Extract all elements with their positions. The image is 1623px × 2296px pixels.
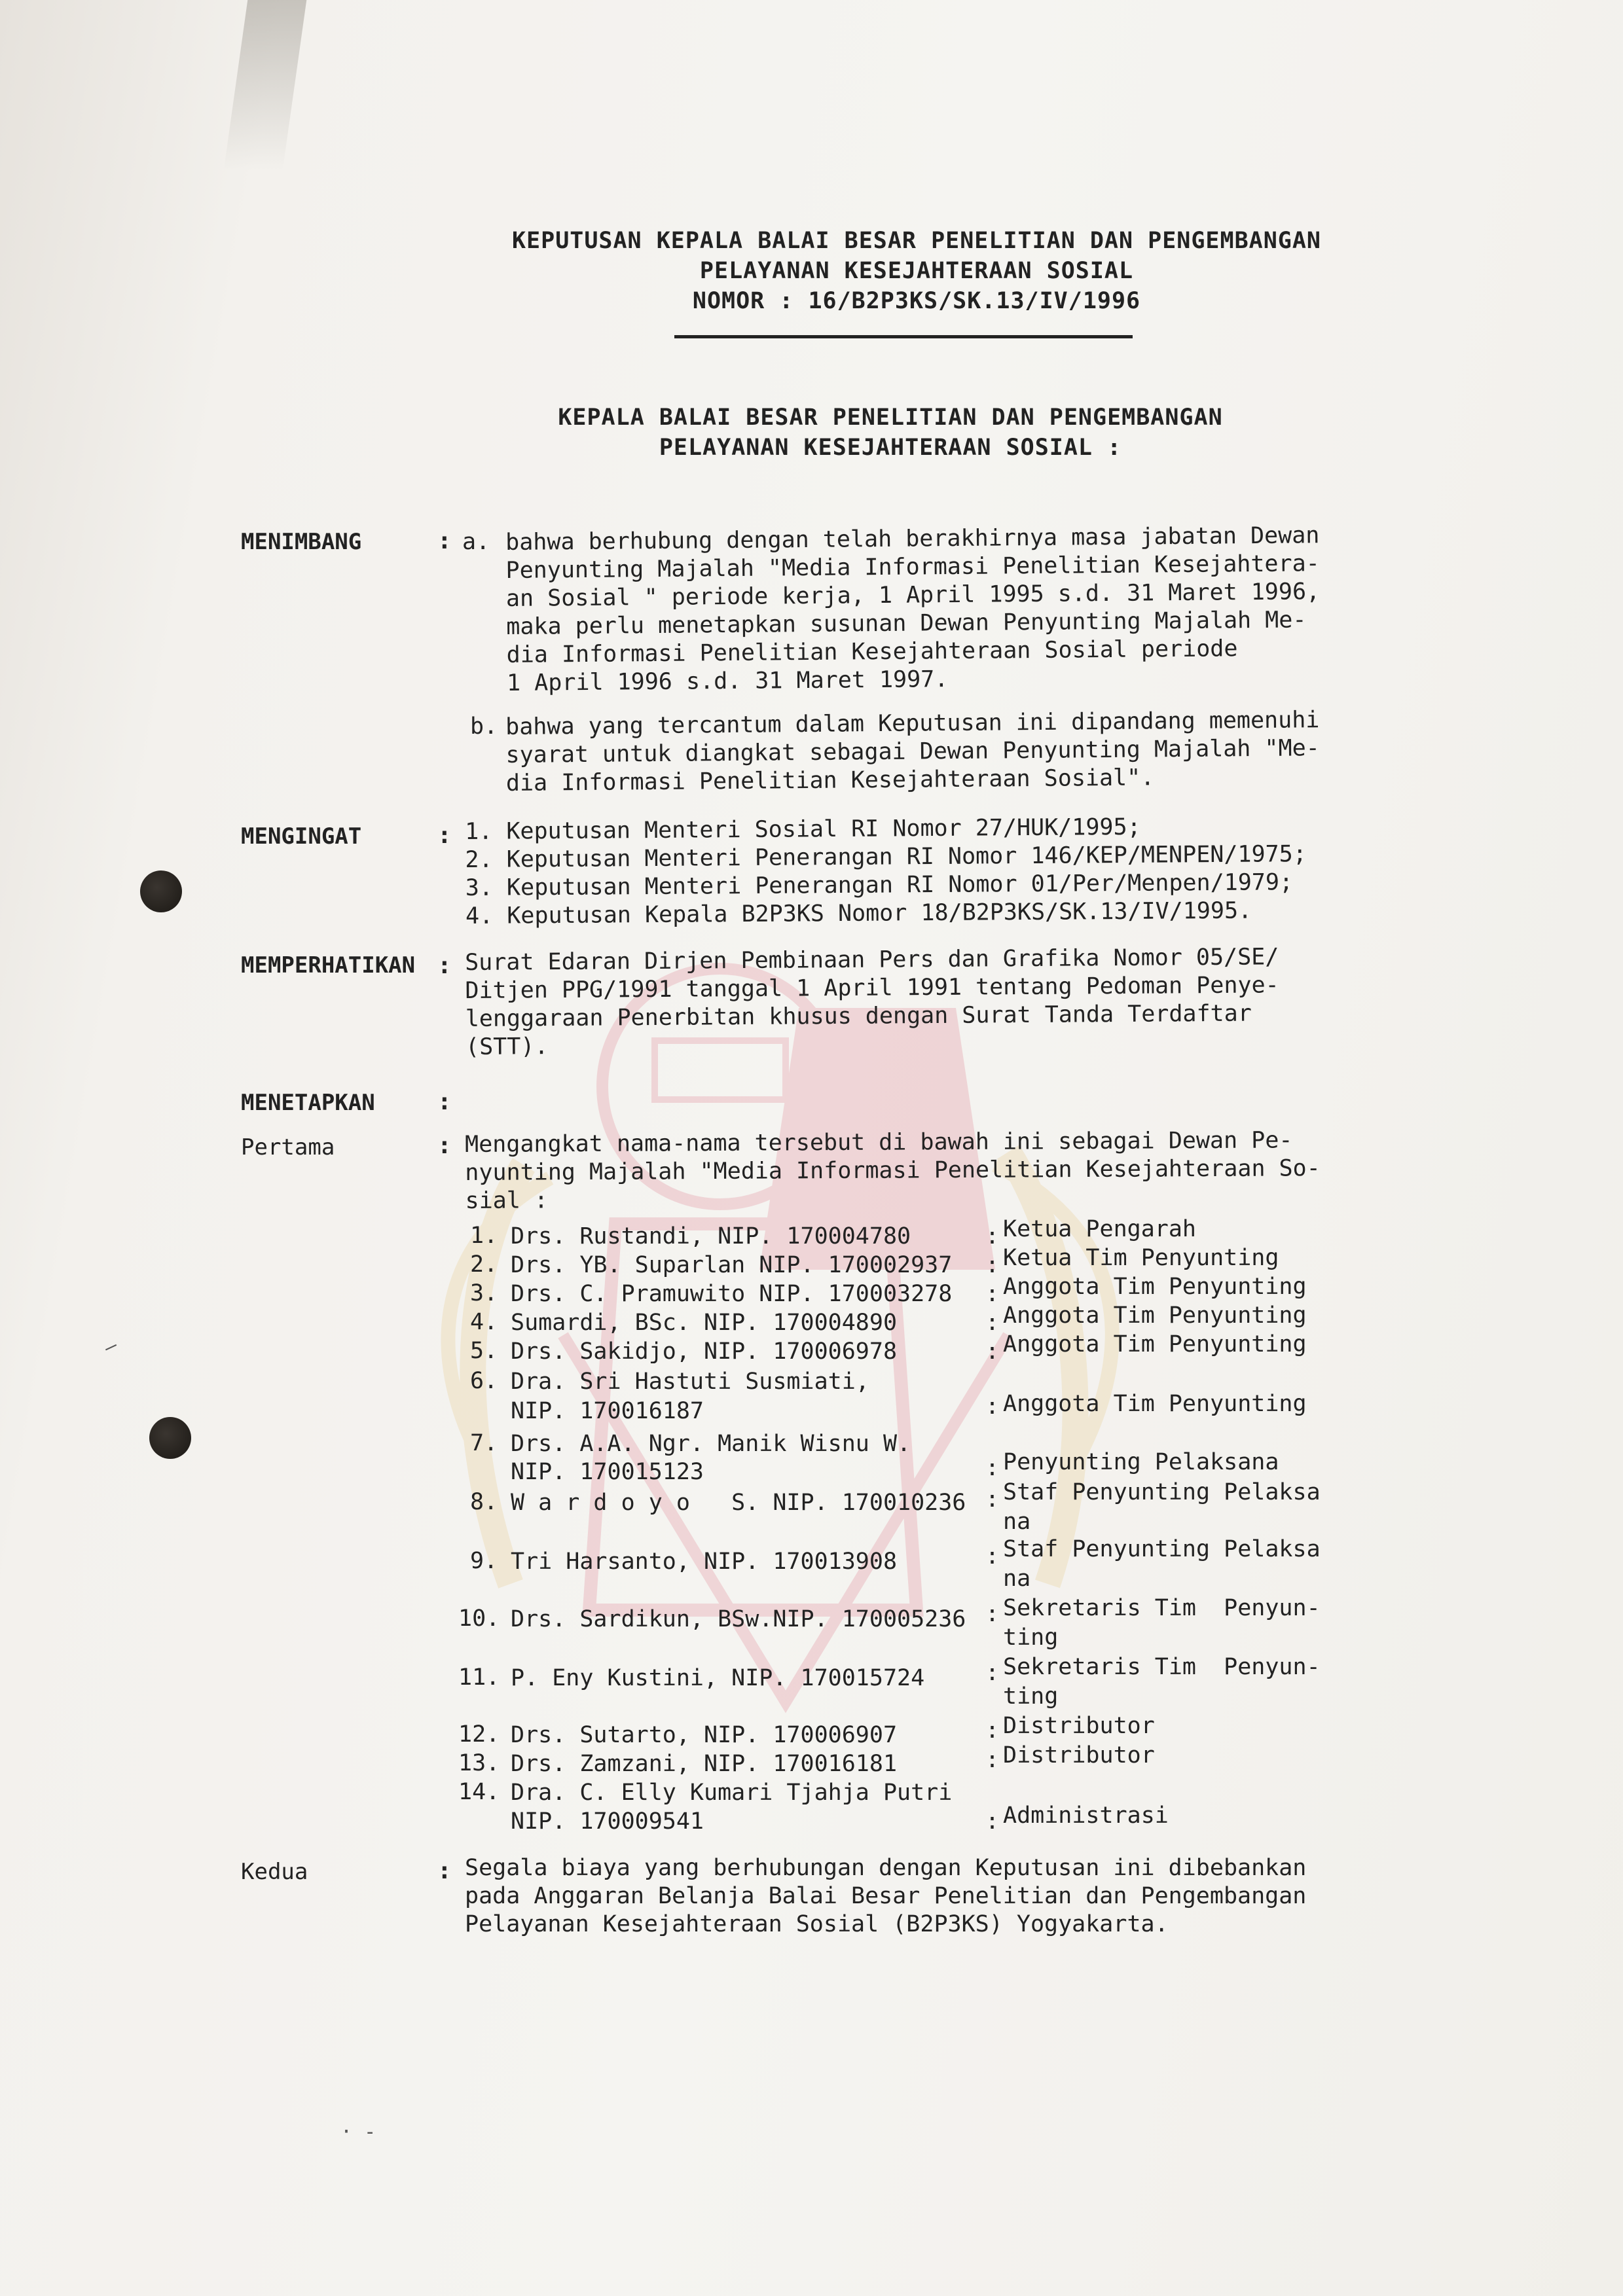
- member-name: Dra. Sri Hastuti Susmiati,: [511, 1369, 869, 1395]
- section-label-mengingat: MENGINGAT: [241, 823, 362, 850]
- member-number: 1.: [470, 1223, 498, 1249]
- member-name: W a r d o y o S. NIP. 170010236: [511, 1490, 966, 1516]
- decree-title: [484, 226, 1349, 316]
- section-label-memperhatikan: MEMPERHATIKAN: [241, 952, 416, 978]
- member-name: Drs. C. Pramuwito NIP. 170003278: [511, 1281, 953, 1307]
- text-line: pada Anggaran Belanja Balai Besar Penelitian dan Pengembangan: [465, 1883, 1307, 1909]
- member-name: NIP. 170016187: [511, 1398, 704, 1424]
- member-number: 3.: [470, 1280, 498, 1306]
- paper-fold-shadow: [224, 0, 307, 170]
- text-line: bahwa berhubung dengan telah berakhirnya masa jabatan Dewan: [505, 522, 1320, 556]
- mengingat-list: [465, 812, 1369, 931]
- member-colon: :: [985, 1660, 1000, 1686]
- member-number: 14.: [458, 1779, 500, 1805]
- member-colon: :: [985, 1310, 1000, 1336]
- member-number: 11.: [458, 1664, 500, 1691]
- text-line: nyunting Majalah "Media Informasi Penelitian Kesejahteraan So-: [465, 1155, 1321, 1186]
- text-line: Penyunting Majalah "Media Informasi Penelitian Kesejahtera-: [505, 550, 1320, 584]
- text-line: (STT).: [465, 1033, 549, 1060]
- text-line: 1 April 1996 s.d. 31 Maret 1997.: [506, 666, 949, 696]
- list-number: 2.: [465, 846, 493, 873]
- member-name: Drs. Zamzani, NIP. 170016181: [511, 1751, 898, 1777]
- member-name: Sumardi, BSc. NIP. 170004890: [511, 1310, 898, 1336]
- text-line: maka perlu menetapkan susunan Dewan Penyunting Majalah Me-: [506, 607, 1307, 640]
- list-number: 1.: [465, 818, 493, 845]
- item-marker: b.: [470, 713, 498, 740]
- label-colon: :: [437, 1857, 452, 1884]
- member-number: 12.: [458, 1721, 500, 1748]
- member-colon: :: [985, 1543, 1000, 1570]
- issuer-heading-line-1: KEPALA BALAI BESAR PENELITIAN DAN PENGEMBANGAN: [558, 404, 1223, 431]
- decree-title-line-1: KEPUTUSAN KEPALA BALAI BESAR PENELITIAN DAN PENGEMBANGAN: [511, 228, 1322, 254]
- member-role-continued: na: [1003, 1566, 1031, 1592]
- member-name: NIP. 170009541: [511, 1808, 704, 1835]
- decree-title-line-2: PELAYANAN KESEJAHTERAAN SOSIAL: [699, 258, 1134, 284]
- member-number: 4.: [470, 1309, 498, 1335]
- text-line: sial :: [465, 1187, 549, 1214]
- member-role: Anggota Tim Penyunting: [1003, 1331, 1307, 1357]
- punch-hole: [149, 1417, 191, 1459]
- pertama-intro: [465, 1126, 1382, 1215]
- member-colon: :: [985, 1717, 1000, 1744]
- kedua-text: [465, 1854, 1381, 1939]
- member-colon: :: [985, 1281, 1000, 1307]
- member-colon: :: [985, 1252, 1000, 1278]
- label-colon: :: [437, 528, 452, 554]
- member-colon: :: [985, 1338, 1000, 1365]
- text-line: syarat untuk diangkat sebagai Dewan Penyunting Majalah "Me-: [505, 735, 1320, 768]
- list-text: Keputusan Kepala B2P3KS Nomor 18/B2P3KS/SK.13/IV/1995.: [507, 897, 1252, 929]
- text-line: Pelayanan Kesejahteraan Sosial (B2P3KS) Yogyakarta.: [465, 1911, 1169, 1937]
- section-label-pertama: Pertama: [241, 1134, 335, 1160]
- member-number: 6.: [470, 1368, 498, 1394]
- member-role: Anggota Tim Penyunting: [1003, 1274, 1307, 1300]
- member-colon: :: [985, 1455, 1000, 1481]
- decree-number: NOMOR : 16/B2P3KS/SK.13/IV/1996: [692, 288, 1141, 314]
- label-colon: :: [437, 1132, 452, 1159]
- member-colon: :: [985, 1393, 1000, 1420]
- member-number: 5.: [470, 1338, 498, 1364]
- member-name: Dra. C. Elly Kumari Tjahja Putri: [511, 1780, 953, 1806]
- text-line: Mengangkat nama-nama tersebut di bawah ini sebagai Dewan Pe-: [465, 1127, 1293, 1158]
- member-colon: :: [985, 1486, 1000, 1513]
- member-number: 8.: [470, 1489, 498, 1515]
- member-role: Staf Penyunting Pelaksa: [1003, 1479, 1321, 1505]
- member-name: NIP. 170015123: [511, 1459, 704, 1485]
- section-label-menetapkan: MENETAPKAN: [241, 1090, 375, 1116]
- member-name: P. Eny Kustini, NIP. 170015724: [511, 1665, 925, 1691]
- member-colon: :: [985, 1747, 1000, 1773]
- member-name: Drs. Sardikun, BSw.NIP. 170005236: [511, 1606, 966, 1632]
- punch-hole: [140, 870, 182, 912]
- member-role: Administrasi: [1003, 1803, 1169, 1829]
- list-number: 3.: [465, 874, 494, 901]
- text-line: dia Informasi Penelitian Kesejahteraan Sosial periode: [506, 636, 1238, 668]
- title-underline: [674, 335, 1133, 338]
- member-role-continued: na: [1003, 1509, 1031, 1535]
- member-colon: :: [985, 1808, 1000, 1835]
- label-colon: :: [437, 822, 452, 849]
- menimbang-item-b: [505, 706, 1370, 798]
- member-number: 13.: [458, 1750, 500, 1776]
- menimbang-item-a: [505, 521, 1371, 698]
- label-colon: :: [437, 952, 452, 979]
- text-line: dia Informasi Penelitian Kesejahteraan Sosial".: [505, 764, 1155, 797]
- item-marker: a.: [462, 529, 490, 555]
- text-line: an Sosial " periode kerja, 1 April 1995 s.d. 31 Maret 1996,: [505, 579, 1321, 612]
- member-colon: :: [985, 1601, 1000, 1627]
- member-role: Staf Penyunting Pelaksa: [1003, 1536, 1321, 1562]
- list-text: Keputusan Menteri Penerangan RI Nomor 146/KEP/MENPEN/1975;: [506, 841, 1307, 873]
- member-role-continued: ting: [1003, 1683, 1059, 1710]
- member-role: Distributor: [1003, 1713, 1155, 1739]
- issuer-heading: [504, 403, 1277, 463]
- stray-mark: —: [100, 1333, 121, 1360]
- member-name: Tri Harsanto, NIP. 170013908: [511, 1549, 898, 1575]
- member-role: Anggota Tim Penyunting: [1003, 1391, 1307, 1417]
- text-line: Ditjen PPG/1991 tanggal 1 April 1991 tentang Pedoman Penye-: [465, 972, 1279, 1004]
- member-role: Sekretaris Tim Penyun-: [1003, 1595, 1321, 1621]
- member-role-continued: ting: [1003, 1624, 1059, 1651]
- text-line: Surat Edaran Dirjen Pembinaan Pers dan Grafika Nomor 05/SE/: [465, 944, 1279, 976]
- stray-mark: · -: [340, 2121, 376, 2144]
- issuer-heading-line-2: PELAYANAN KESEJAHTERAAN SOSIAL :: [659, 435, 1122, 461]
- section-label-menimbang: MENIMBANG: [241, 529, 362, 555]
- member-role: Anggota Tim Penyunting: [1003, 1302, 1307, 1329]
- member-role: Distributor: [1003, 1742, 1155, 1768]
- member-role: Sekretaris Tim Penyun-: [1003, 1654, 1321, 1680]
- memperhatikan-text: [465, 942, 1382, 1062]
- text-line: lenggaraan Penerbitan khusus dengan Surat Tanda Terdaftar: [465, 1000, 1252, 1032]
- member-role: Ketua Pengarah: [1003, 1216, 1197, 1242]
- list-item: [465, 896, 1369, 931]
- list-number: 4.: [465, 903, 494, 929]
- member-number: 10.: [458, 1605, 500, 1632]
- text-line: bahwa yang tercantum dalam Keputusan ini dipandang memenuhi: [505, 707, 1320, 740]
- member-role: Ketua Tim Penyunting: [1003, 1245, 1279, 1271]
- member-name: Drs. A.A. Ngr. Manik Wisnu W.: [511, 1431, 911, 1457]
- list-text: Keputusan Menteri Sosial RI Nomor 27/HUK/1995;: [506, 814, 1141, 845]
- text-line: Segala biaya yang berhubungan dengan Keputusan ini dibebankan: [465, 1855, 1307, 1881]
- member-number: 7.: [470, 1430, 498, 1456]
- member-number: 2.: [470, 1251, 498, 1278]
- label-colon: :: [437, 1088, 452, 1115]
- member-colon: :: [985, 1223, 1000, 1249]
- member-name: Drs. YB. Suparlan NIP. 170002937: [511, 1252, 953, 1278]
- member-number: 9.: [470, 1548, 498, 1574]
- list-text: Keputusan Menteri Penerangan RI Nomor 01/Per/Menpen/1979;: [506, 869, 1294, 901]
- member-name: Drs. Rustandi, NIP. 170004780: [511, 1223, 911, 1249]
- section-label-kedua: Kedua: [241, 1859, 308, 1885]
- member-name: Drs. Sutarto, NIP. 170006907: [511, 1722, 898, 1748]
- member-name: Drs. Sakidjo, NIP. 170006978: [511, 1338, 898, 1365]
- member-role: Penyunting Pelaksana: [1003, 1449, 1279, 1475]
